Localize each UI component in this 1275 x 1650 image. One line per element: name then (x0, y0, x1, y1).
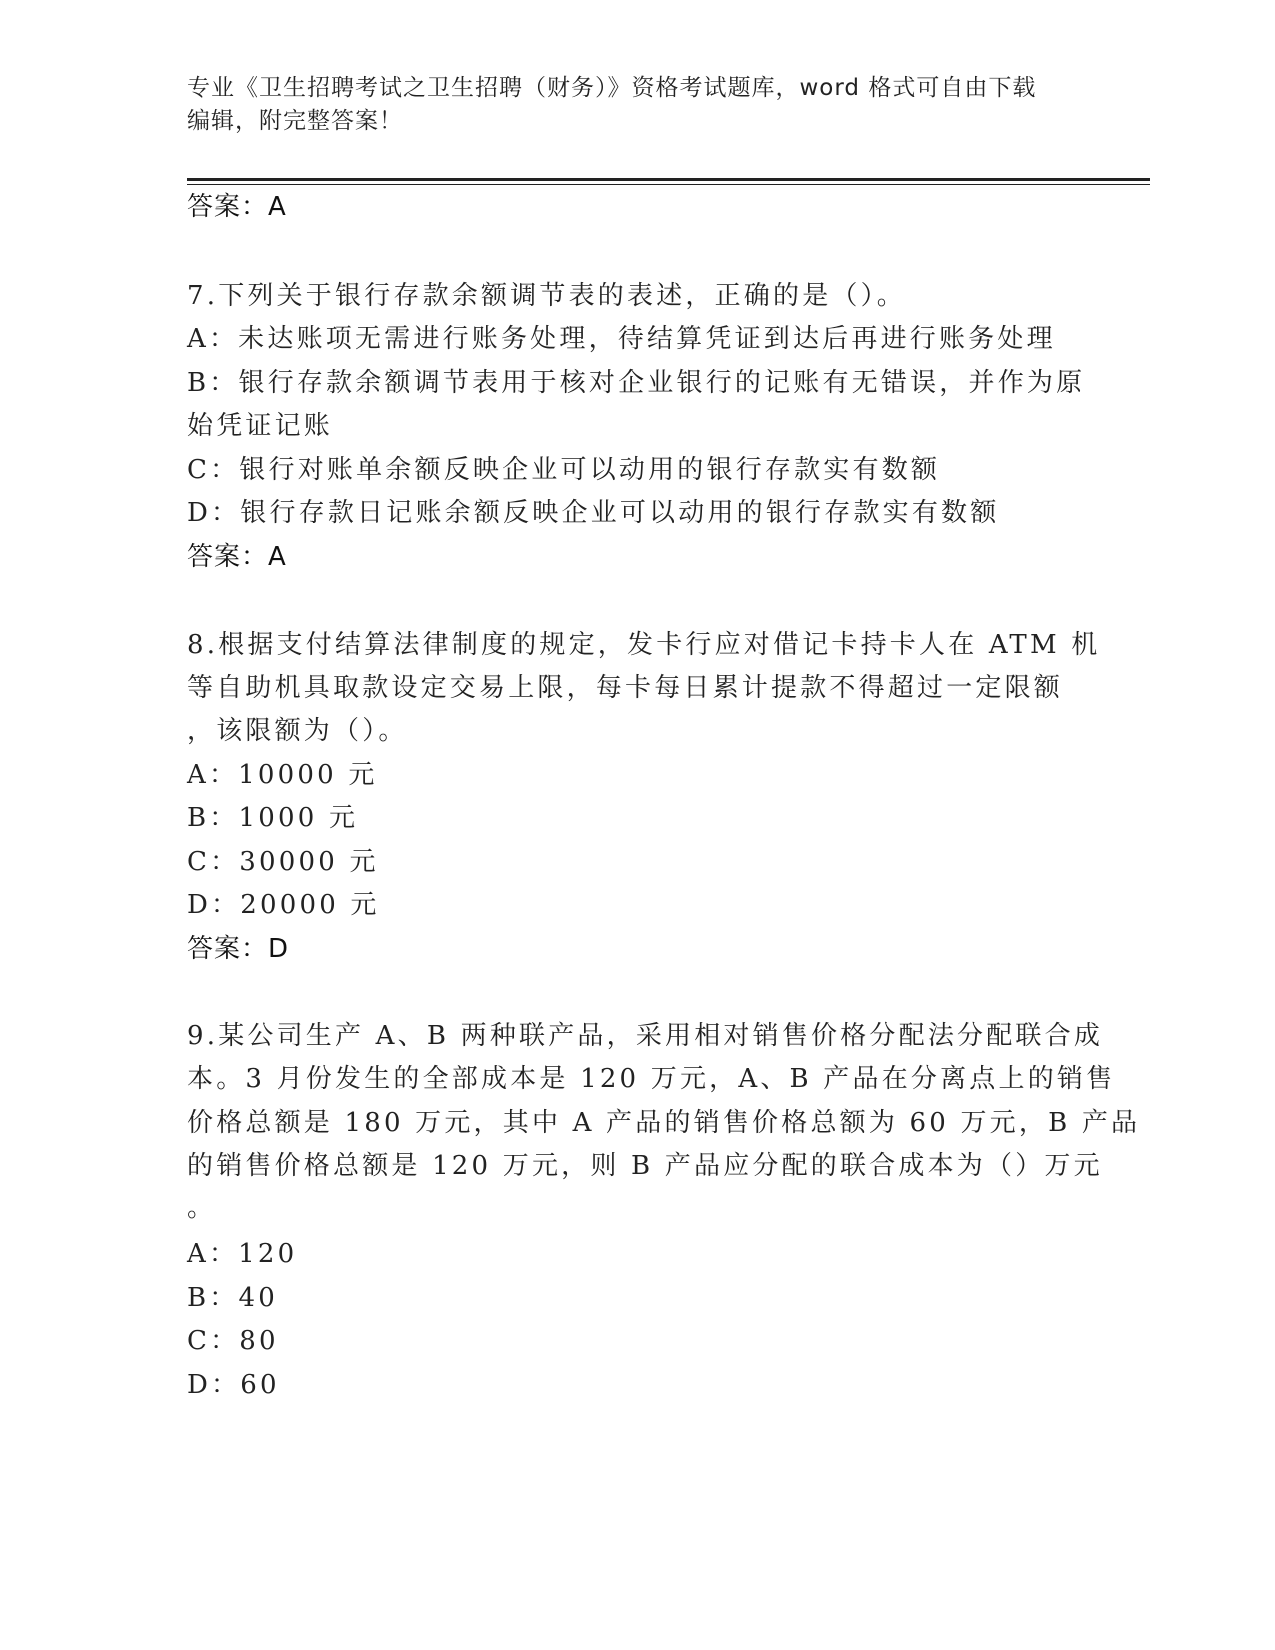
q8-stem-line-1: 8.根据支付结算法律制度的规定，发卡行应对借记卡持卡人在 ATM 机 (187, 630, 1101, 660)
header-text (187, 72, 1087, 138)
q8-option-b: B：1000 元 (187, 803, 359, 833)
q9-stem-line-5: 。 (187, 1193, 217, 1223)
q9-option-b: B：40 (187, 1283, 278, 1313)
q9-stem-line-1: 9.某公司生产 A、B 两种联产品，采用相对销售价格分配法分配联合成 (187, 1021, 1104, 1051)
q7-option-c: C：银行对账单余额反映企业可以动用的银行存款实有数额 (187, 455, 941, 485)
q8-option-c: C：30000 元 (187, 847, 379, 877)
q9-stem-line-3: 价格总额是 180 万元，其中 A 产品的销售价格总额为 60 万元，B 产品 (187, 1108, 1141, 1138)
q9-stem-line-2: 本。3 月份发生的全部成本是 120 万元，A、B 产品在分离点上的销售 (187, 1064, 1116, 1094)
q9-option-d: D：60 (187, 1370, 280, 1400)
q7-option-b: B：银行存款余额调节表用于核对企业银行的记账有无错误，并作为原 (187, 368, 1086, 398)
q8-answer: 答案：D (187, 934, 290, 964)
q8-option-d: D：20000 元 (187, 890, 380, 920)
answer-previous: 答案：A (187, 192, 287, 222)
q7-option-d: D：银行存款日记账余额反映企业可以动用的银行存款实有数额 (187, 498, 1000, 528)
q9-option-c: C：80 (187, 1326, 279, 1356)
header-line-1: 专业《卫生招聘考试之卫生招聘（财务）》资格考试题库，word 格式可自由下载 (187, 75, 1037, 101)
q7-stem: 7.下列关于银行存款余额调节表的表述，正确的是（）。 (187, 281, 907, 311)
q8-stem-line-2: 等自助机具取款设定交易上限，每卡每日累计提款不得超过一定限额 (187, 673, 1064, 703)
header-line-2: 编辑，附完整答案！ (187, 108, 403, 134)
q8-stem-line-3: ，该限额为（）。 (187, 716, 408, 746)
q7-answer: 答案：A (187, 542, 287, 572)
header-divider-thin (187, 184, 1150, 185)
q9-stem-line-4: 的销售价格总额是 120 万元，则 B 产品应分配的联合成本为（）万元 (187, 1151, 1103, 1181)
q8-option-a: A：10000 元 (187, 760, 378, 790)
q7-option-b-cont: 始凭证记账 (187, 411, 334, 441)
q9-option-a: A：120 (187, 1239, 298, 1269)
q7-option-a: A：未达账项无需进行账务处理，待结算凭证到达后再进行账务处理 (187, 324, 1056, 354)
header-divider-thick (187, 178, 1150, 181)
